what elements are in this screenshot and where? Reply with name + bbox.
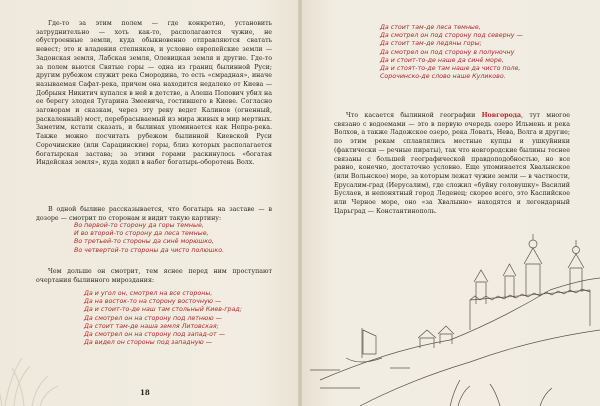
verse-line: Да стоит там-де ледяны горы; [380, 40, 482, 48]
grass-decoration-icon [0, 346, 300, 406]
novgorod-city-illustration-icon [300, 230, 600, 406]
paragraph-text: В одной былине рассказывается, что богатырь на заставе — в дозоре — смотрит по сторонам и видит такую картину: [36, 206, 272, 222]
verse-line: Во первой-то сторону да горы темные, [74, 222, 204, 229]
verse-line: Да стоит там-де леса темные, [380, 24, 481, 31]
verse-line: Да смотрел он на сторону под летнюю — [84, 314, 222, 322]
page-number: 18 [140, 388, 150, 397]
verse-line: Да и угол он, смотрел на все стороны, [84, 290, 213, 297]
paragraph-text: Где-то за этим полем — где конкретно, установить затруднительно — хоть как-то, располагаются чужие, не обустроенные земли, куда обыкновенно отправляются сватать невест; это и владения степняков, и условно европейские земли — Задонская земля, Лабская земля, Олевицкая земля и другие. Где-то за полем вьются Святые горы — одна из границ былинной Руси; другим рубежом служит река Смородина, то есть «смрадная», иначе называемая Сафат-река, причем она находится недалеко от Киева — Добрыня Никитич купался в ней в детстве, а Алеша Попович убил на ее берегу злодея Тугарина Змеевича, гостившего в Киеве. Согласно заговорам и сказкам, через эту реку ведет Калинов (огненный, раскаленный) мост, перебрасываемый из мира живых в мир мертвых. Заметим, кстати сказать, и былинах упоминается как Непра-река. Также можно посчитать рубежом былинной Киевской Руси Сорочинские (или Сарацинские) горы, близ которых располагается богатырская застава; за этими горами раскинулось «богатая Индейская земля», куда ходил в набег богатырь-оборотень Волх. [36, 20, 272, 167]
right-paragraph [334, 112, 570, 216]
verse-block-1 [74, 222, 224, 255]
paragraph-rest: , тут многое связано с водоемами — это в первую очередь озеро Ильмень и река Волхов, а также Ладожское озеро, река Ловать, Нева, Волга и другие; по этим рекам сплавлялись местные купцы и ушкуйники (фактически — речные пираты), так что новгородские былины теснее связаны с большей географической правдоподобностью, но все равно, конечно, достаточно условно. Еще упоминается Хвалынское (или Вольнское) море, за которым лежат чужие земли — в частности, Ерусалим-град (Иерусалим), где сложил «буйну головушку» Василий Буслаев, и непонятный город Леденец; скорее всего, это Каспийское или Черное море, оно «за Хвалыню» находятся и легендарный Царьград — Константинополь. [334, 112, 570, 215]
paragraph-text: Чем дольше он смотрит, тем яснее перед ним проступают очертания былинного мироздания: [36, 268, 272, 284]
verse-line: И во второй-то сторону да леса темные, [74, 230, 209, 238]
paragraph-intro: Что касается былинной географии [346, 112, 482, 119]
verse-line: Да смотрел он под сторону под северну — [380, 32, 523, 40]
verse-line: Сорочинско-де слово наше Куликово. [380, 73, 506, 81]
left-paragraph-1 [36, 20, 272, 168]
verse-line: Во четвертой-то стороны да чисто полюшко. [74, 246, 225, 254]
verse-line: Да на восток-то на сторону восточную — [84, 298, 222, 306]
verse-block-top [380, 24, 523, 81]
verse-line: Да и стоит-то-де наш там стольный Киев-град; [84, 306, 242, 314]
verse-block-2 [84, 290, 242, 347]
verse-line: Да и стоит-то-де наше да синё море, [380, 56, 504, 64]
left-paragraph-2 [36, 206, 272, 223]
verse-line: Да и стоят-то-де там наше да чисто поле, [380, 65, 521, 73]
highlight-novgorod: Новгорода [481, 112, 522, 119]
left-paragraph-3 [36, 268, 272, 285]
paragraph-text [334, 112, 570, 216]
verse-line: Да смотрел он на сторону под запад-от — [84, 331, 225, 339]
verse-line: Да стоит там-де наша земля Литовская; [84, 322, 219, 330]
verse-line: Во третьей-то стороны да синё морюшко, [74, 238, 214, 246]
verse-line: Да смотрел он под сторону в полуночну [380, 48, 515, 56]
verse-line: Да видел он стороны под западную — [84, 339, 213, 347]
